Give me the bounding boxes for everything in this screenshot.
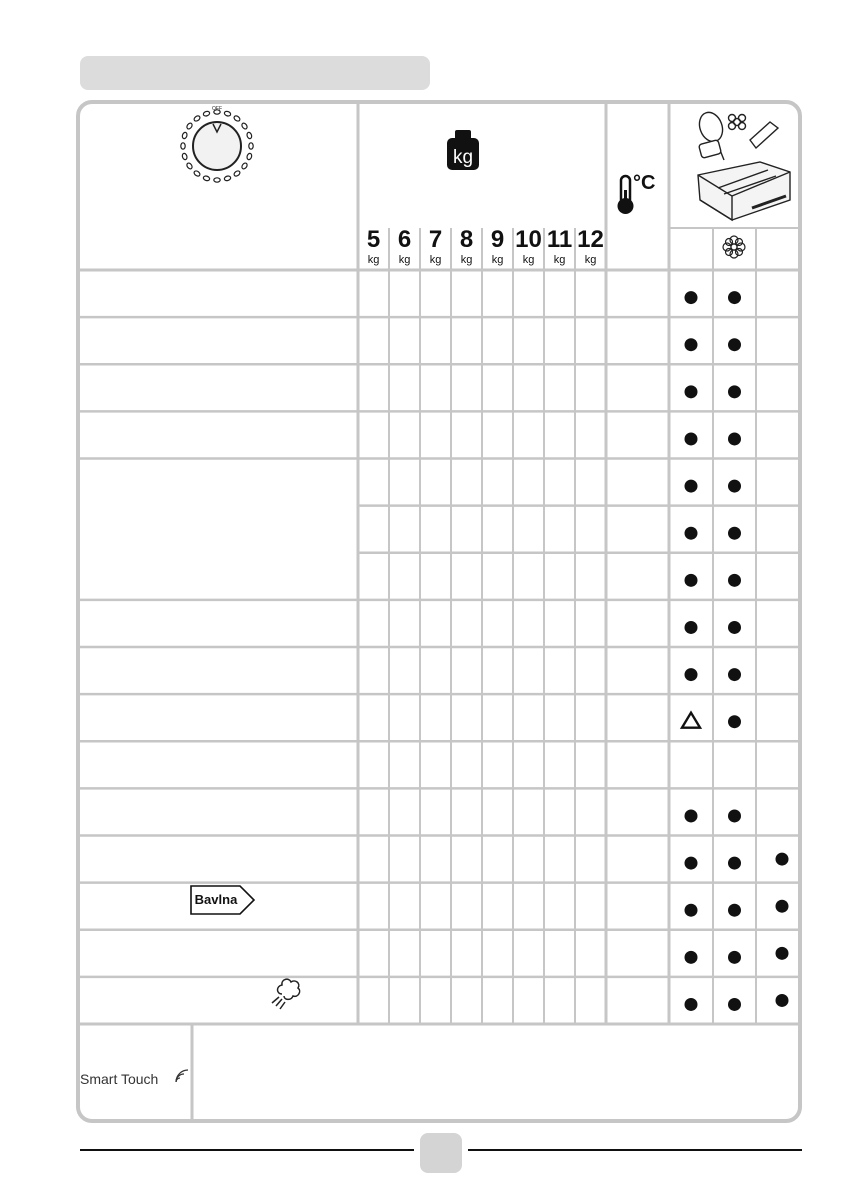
detergent-dot-mark <box>776 994 789 1007</box>
detergent-dot-mark <box>685 857 698 870</box>
detergent-dot-mark <box>776 853 789 866</box>
detergent-dot-mark <box>728 998 741 1011</box>
dial-position-dot <box>241 122 248 130</box>
dial-position-dot <box>182 153 188 160</box>
dial-position-dot <box>186 122 193 130</box>
detergent-dot-mark <box>728 527 741 540</box>
weight-kg-icon <box>447 130 479 170</box>
load-capacity-number: 6 <box>397 226 412 253</box>
detergent-dot-mark <box>685 385 698 398</box>
detergent-dot-mark <box>685 480 698 493</box>
detergent-dot-mark <box>728 668 741 681</box>
load-capacity-unit: kg <box>429 254 442 266</box>
page-number-tab <box>420 1133 462 1173</box>
detergent-triangle-mark <box>682 713 700 728</box>
detergent-dot-mark <box>728 904 741 917</box>
load-capacity-unit: kg <box>398 254 411 266</box>
smart-touch-label: Smart Touch <box>80 1071 159 1087</box>
load-capacity-number: 11 <box>546 226 573 253</box>
detergent-dot-mark <box>728 951 741 964</box>
footer-rule-right <box>468 1149 802 1151</box>
detergent-dot-mark <box>685 998 698 1011</box>
load-capacity-unit: kg <box>460 254 473 266</box>
detergent-drawer-icon <box>696 109 790 220</box>
detergent-dot-mark <box>685 527 698 540</box>
thermometer-icon <box>618 176 634 214</box>
dial-position-dot <box>241 162 248 170</box>
dial-position-dot <box>246 153 252 160</box>
detergent-dot-mark <box>685 904 698 917</box>
kg-icon-label: kg <box>452 147 474 168</box>
detergent-dot-mark <box>728 291 741 304</box>
detergent-dot-mark <box>776 900 789 913</box>
dial-position-dot <box>224 175 231 181</box>
load-capacity-number: 12 <box>577 226 604 253</box>
load-capacity-unit: kg <box>553 254 566 266</box>
dial-position-dot <box>246 132 252 139</box>
detergent-dot-mark <box>685 809 698 822</box>
softener-flower-icon <box>723 236 745 258</box>
dial-position-dot <box>233 170 241 177</box>
detergent-dot-mark <box>728 574 741 587</box>
dial-position-dot <box>203 111 210 117</box>
load-capacity-number: 9 <box>490 226 505 253</box>
detergent-dot-mark <box>728 857 741 870</box>
detergent-dot-mark <box>728 809 741 822</box>
dial-position-dot <box>203 175 210 181</box>
program-dial-icon <box>181 106 253 182</box>
dial-position-dot <box>193 115 201 122</box>
detergent-dot-mark <box>685 574 698 587</box>
detergent-dot-mark <box>728 385 741 398</box>
detergent-dot-mark <box>728 338 741 351</box>
steam-icon <box>272 979 300 1009</box>
detergent-dot-mark <box>728 480 741 493</box>
detergent-marks <box>682 291 789 1011</box>
dial-position-dot <box>181 143 185 149</box>
load-capacity-unit: kg <box>584 254 597 266</box>
dial-position-dot <box>186 162 193 170</box>
detergent-dot-mark <box>685 432 698 445</box>
detergent-dot-mark <box>685 621 698 634</box>
dial-position-dot <box>214 178 220 182</box>
detergent-dot-mark <box>728 621 741 634</box>
load-capacity-number: 8 <box>459 226 474 253</box>
load-capacity-number: 7 <box>428 226 443 253</box>
dial-position-dot <box>182 132 188 139</box>
detergent-dot-mark <box>728 432 741 445</box>
detergent-dot-mark <box>685 668 698 681</box>
dial-position-dot <box>224 111 231 117</box>
dial-position-dot <box>249 143 253 149</box>
dial-position-dot <box>233 115 241 122</box>
detergent-dot-mark <box>685 951 698 964</box>
load-capacity-unit: kg <box>491 254 504 266</box>
dial-position-dot <box>193 170 201 177</box>
detergent-dot-mark <box>728 715 741 728</box>
detergent-dot-mark <box>776 947 789 960</box>
load-capacity-unit: kg <box>367 254 380 266</box>
dial-off-label: OFF <box>212 106 222 112</box>
bavlna-badge-label: Bavlna <box>194 892 238 907</box>
temperature-unit-label: °C <box>633 172 656 194</box>
load-capacity-number: 10 <box>515 226 542 253</box>
load-capacity-number: 5 <box>366 226 381 253</box>
detergent-dot-mark <box>685 291 698 304</box>
smart-touch-waves-icon <box>176 1070 188 1082</box>
footer-rule-left <box>80 1149 414 1151</box>
detergent-dot-mark <box>685 338 698 351</box>
load-capacity-unit: kg <box>522 254 535 266</box>
